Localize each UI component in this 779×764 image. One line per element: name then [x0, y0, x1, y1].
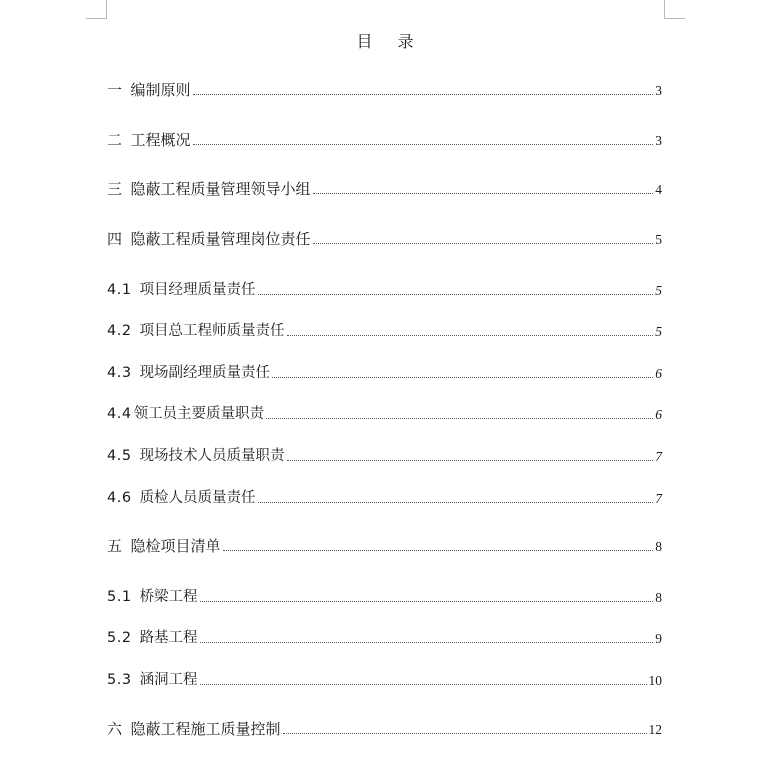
toc-entry-text: 隐蔽工程施工质量控制 — [130, 720, 281, 738]
toc-entry-text: 隐蔽工程质量管理岗位责任 — [130, 230, 311, 248]
toc-entry-label — [107, 230, 311, 248]
toc-entry-text: 项目经理质量责任 — [139, 282, 256, 298]
toc-page-number: 9 — [655, 631, 662, 646]
toc-entry-label — [107, 131, 191, 149]
crop-mark-top-left — [86, 0, 107, 19]
toc-entry-number: 二 — [107, 131, 123, 149]
dot-leader — [313, 193, 654, 194]
toc-entry[interactable] — [107, 178, 662, 198]
dot-leader — [287, 460, 654, 461]
crop-mark-top-right — [664, 0, 685, 19]
toc-entry[interactable] — [107, 129, 662, 149]
toc-page-number: 6 — [655, 366, 662, 381]
toc-entry[interactable] — [107, 627, 662, 647]
toc-page-number: 3 — [655, 83, 662, 98]
toc-entry-label — [107, 671, 198, 689]
toc-entry[interactable] — [107, 403, 662, 423]
toc-entry-label — [107, 180, 311, 198]
dot-leader — [258, 502, 654, 503]
toc-entry-number: 4.5 — [107, 448, 132, 464]
toc-page-number: 5 — [655, 324, 662, 339]
dot-leader — [272, 377, 653, 378]
toc-entry-text: 桥梁工程 — [139, 589, 198, 605]
toc-entry-label — [107, 489, 256, 507]
toc-entry-text: 质检人员质量责任 — [139, 490, 256, 506]
toc-entry-number: 三 — [107, 180, 123, 198]
toc-entry-number: 五 — [107, 537, 123, 555]
toc-entry-number: 5.1 — [107, 589, 132, 605]
toc-entry[interactable] — [107, 535, 662, 555]
toc-title-char: 录 — [397, 32, 414, 51]
toc-page-number: 5 — [655, 283, 662, 298]
toc-entry-number: 四 — [107, 230, 123, 248]
toc-entry-number: 5.3 — [107, 672, 132, 688]
toc-page-number: 5 — [655, 232, 662, 247]
toc-entry[interactable] — [107, 79, 662, 99]
toc-entry-text: 工程概况 — [130, 131, 191, 149]
dot-leader — [200, 642, 654, 643]
toc-entry-label — [107, 537, 221, 555]
toc-entry-text: 领工员主要质量职责 — [133, 406, 265, 422]
toc-page-number: 6 — [655, 407, 662, 422]
dot-leader — [223, 550, 654, 551]
toc-entry-number: 4.2 — [107, 323, 132, 339]
dot-leader — [200, 684, 647, 685]
toc-page-number: 8 — [655, 539, 662, 554]
toc-entry[interactable] — [107, 228, 662, 248]
toc-entry[interactable] — [107, 279, 662, 299]
toc-entry[interactable] — [107, 718, 662, 738]
toc-entry[interactable] — [107, 362, 662, 382]
toc-entry-number: 4.3 — [107, 365, 132, 381]
toc-entry-text: 现场技术人员质量职责 — [139, 448, 285, 464]
toc-entry-label — [107, 588, 198, 606]
toc-entry-text: 项目总工程师质量责任 — [139, 323, 285, 339]
toc-entry-label — [107, 405, 264, 423]
toc-entry-label — [107, 281, 256, 299]
toc-page-number: 7 — [655, 491, 662, 506]
toc-entry-text: 现场副经理质量责任 — [139, 365, 271, 381]
toc-entry[interactable] — [107, 586, 662, 606]
toc-page-number: 10 — [648, 673, 662, 688]
dot-leader — [193, 94, 654, 95]
toc-entry[interactable] — [107, 320, 662, 340]
toc-entry-text: 涵洞工程 — [139, 672, 198, 688]
dot-leader — [200, 601, 654, 602]
toc-page-number: 4 — [655, 182, 662, 197]
dot-leader — [287, 335, 654, 336]
toc-entry-number: 5.2 — [107, 630, 132, 646]
toc-entry-number: 4.6 — [107, 490, 132, 506]
toc-entry-text: 隐蔽工程质量管理领导小组 — [130, 180, 311, 198]
dot-leader — [266, 418, 653, 419]
toc-entry-label — [107, 447, 285, 465]
toc-title — [0, 29, 770, 52]
toc-entry-label — [107, 81, 191, 99]
toc-entry-text: 隐检项目清单 — [130, 537, 221, 555]
toc-entry-label — [107, 322, 285, 340]
toc-entry-number: 4.4 — [107, 406, 132, 422]
toc-entry[interactable] — [107, 487, 662, 507]
toc-entry[interactable] — [107, 669, 662, 689]
toc-entry-text: 编制原则 — [130, 81, 191, 99]
toc-entry-number: 一 — [107, 81, 123, 99]
dot-leader — [258, 294, 654, 295]
toc-page-number: 7 — [655, 449, 662, 464]
toc-entry-label — [107, 720, 281, 738]
dot-leader — [313, 243, 654, 244]
dot-leader — [193, 144, 654, 145]
toc-title-char: 目 — [356, 32, 373, 51]
toc-page-number: 3 — [655, 133, 662, 148]
toc-entry[interactable] — [107, 445, 662, 465]
toc-entry-label — [107, 364, 270, 382]
dot-leader — [283, 733, 647, 734]
toc-entry-label — [107, 629, 198, 647]
toc-entry-text: 路基工程 — [139, 630, 198, 646]
toc-page-number: 12 — [648, 722, 662, 737]
toc-page-number: 8 — [655, 590, 662, 605]
toc-entry-number: 4.1 — [107, 282, 132, 298]
toc-entry-number: 六 — [107, 720, 123, 738]
